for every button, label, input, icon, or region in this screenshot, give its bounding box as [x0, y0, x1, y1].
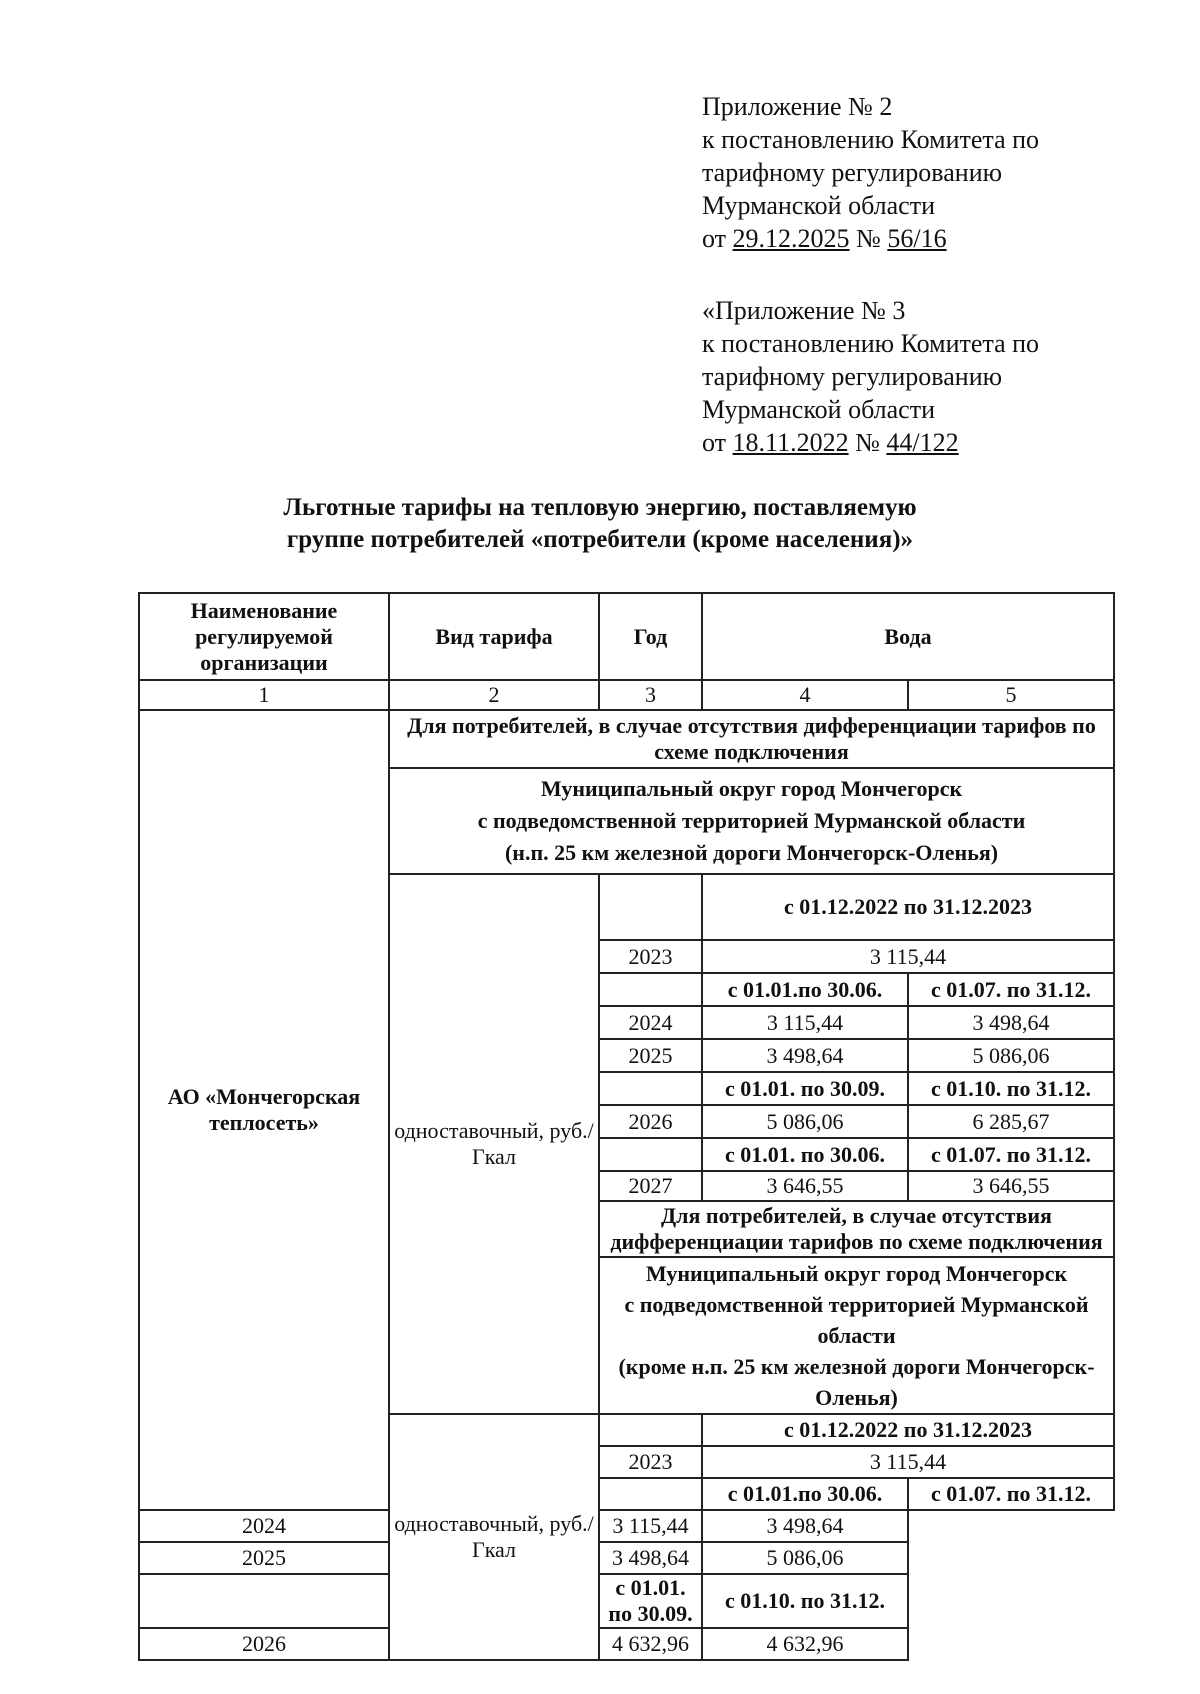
column-number: 3 — [599, 680, 702, 710]
appendix-label: Приложение № 2 — [702, 92, 893, 121]
appendix-line: Мурманской области — [702, 395, 935, 424]
tariff-type: одноставочный, руб./Гкал — [389, 874, 599, 1414]
document-title — [180, 492, 1020, 556]
column-number: 2 — [389, 680, 599, 710]
territory-line: Муниципальный округ город Мончегорск — [540, 776, 963, 801]
period-label: с 01.10. по 31.12. — [908, 1072, 1114, 1105]
tariff-value: 3 115,44 — [702, 1446, 1114, 1478]
column-number: 5 — [908, 680, 1114, 710]
section-heading: Для потребителей, в случае отсутствия дифференциации тарифов по схеме подключения — [599, 1201, 1114, 1257]
appendix-number: 56/16 — [887, 224, 947, 253]
tariff-row — [139, 1542, 1114, 1574]
period-label: с 01.07. по 31.12. — [908, 1138, 1114, 1171]
tariff-value: 3 115,44 — [599, 1510, 702, 1542]
appendix-number: 44/122 — [886, 428, 959, 457]
tariff-value: 5 086,06 — [702, 1542, 908, 1574]
section-heading: Для потребителей, в случае отсутствия дифференциации тарифов по схеме подключения — [389, 710, 1114, 768]
header-tariff-type: Вид тарифа — [389, 593, 599, 680]
year-cell-empty — [599, 1414, 702, 1446]
tariff-value: 5 086,06 — [908, 1039, 1114, 1072]
year-cell-empty — [139, 1574, 389, 1628]
period-label: с 01.01. по 30.09. — [599, 1574, 702, 1628]
header-year: Год — [599, 593, 702, 680]
appendix-number-sign: № — [855, 428, 880, 457]
year-cell-empty — [599, 874, 702, 940]
appendix-line: Мурманской области — [702, 191, 935, 220]
year-cell: 2025 — [599, 1039, 702, 1072]
appendix-header-original — [702, 294, 1039, 459]
year-cell: 2025 — [139, 1542, 389, 1574]
document-title-line: группе потребителей «потребители (кроме населения)» — [286, 526, 914, 553]
territory-line: (кроме н.п. 25 км железной дороги Мончегорск-Оленья) — [618, 1354, 1095, 1410]
tariff-value: 3 115,44 — [702, 1006, 908, 1039]
year-cell-empty — [599, 1478, 702, 1510]
column-number: 1 — [139, 680, 389, 710]
period-label: с 01.01.по 30.06. — [702, 1478, 908, 1510]
appendix-date-prefix: от — [702, 428, 727, 457]
appendix-line: тарифному регулированию — [702, 158, 1003, 187]
appendix-line: к постановлению Комитета по — [702, 125, 1040, 154]
appendix-date: 18.11.2022 — [732, 428, 849, 457]
document-title-line: Льготные тарифы на тепловую энергию, поставляемую — [283, 494, 917, 521]
organization-name: АО «Мончегорская теплосеть» — [139, 710, 389, 1510]
tariff-row — [139, 1628, 1114, 1660]
tariff-value: 3 498,64 — [702, 1039, 908, 1072]
territory-name — [389, 768, 1114, 874]
appendix-date-line — [702, 426, 1039, 459]
year-cell-empty — [599, 1138, 702, 1171]
appendix-line: к постановлению Комитета по — [702, 329, 1040, 358]
year-cell: 2023 — [599, 940, 702, 973]
period-row — [139, 1574, 1114, 1628]
territory-name — [599, 1257, 1114, 1414]
year-cell: 2026 — [139, 1628, 389, 1660]
header-org: Наименование регулируемой организации — [139, 593, 389, 680]
territory-line: (н.п. 25 км железной дороги Мончегорск-Оленья) — [504, 840, 999, 865]
tariff-value: 6 285,67 — [908, 1105, 1114, 1138]
tariff-value: 3 646,55 — [908, 1171, 1114, 1201]
year-cell: 2023 — [599, 1446, 702, 1478]
header-water: Вода — [702, 593, 1114, 680]
period-label: с 01.10. по 31.12. — [702, 1574, 908, 1628]
territory-line: Муниципальный округ город Мончегорск — [645, 1261, 1068, 1286]
period-label: с 01.01.по 30.06. — [702, 973, 908, 1006]
year-cell-empty — [599, 1072, 702, 1105]
tariff-value: 3 498,64 — [702, 1510, 908, 1542]
year-cell: 2024 — [139, 1510, 389, 1542]
year-cell: 2024 — [599, 1006, 702, 1039]
tariff-value: 5 086,06 — [702, 1105, 908, 1138]
year-cell: 2027 — [599, 1171, 702, 1201]
appendix-header-current — [702, 90, 1039, 255]
appendix-date: 29.12.2025 — [732, 224, 850, 253]
tariff-value: 3 646,55 — [702, 1171, 908, 1201]
appendix-date-line — [702, 222, 1039, 255]
year-cell: 2026 — [599, 1105, 702, 1138]
tariff-value: 3 115,44 — [702, 940, 1114, 973]
period-label: с 01.01. по 30.06. — [702, 1138, 908, 1171]
tariff-type: одноставочный, руб./Гкал — [389, 1414, 599, 1660]
period-label: с 01.12.2022 по 31.12.2023 — [702, 874, 1114, 940]
appendix-label: «Приложение № 3 — [702, 296, 906, 325]
appendix-date-prefix: от — [702, 224, 727, 253]
tariff-value: 3 498,64 — [908, 1006, 1114, 1039]
section-heading-row — [139, 710, 1114, 768]
period-label: с 01.01. по 30.09. — [702, 1072, 908, 1105]
tariff-value: 4 632,96 — [702, 1628, 908, 1660]
column-number-row — [139, 680, 1114, 710]
territory-line: с подведомственной территорией Мурманской области — [624, 1292, 1089, 1348]
territory-line: с подведомственной территорией Мурманской области — [477, 808, 1026, 833]
period-label: с 01.07. по 31.12. — [908, 973, 1114, 1006]
column-number: 4 — [702, 680, 908, 710]
table-header-row — [139, 593, 1114, 680]
appendix-number-sign: № — [856, 224, 881, 253]
tariff-value: 4 632,96 — [599, 1628, 702, 1660]
appendix-line: тарифному регулированию — [702, 362, 1003, 391]
tariff-row — [139, 1510, 1114, 1542]
period-label: с 01.07. по 31.12. — [908, 1478, 1114, 1510]
year-cell-empty — [599, 973, 702, 1006]
tariff-table — [138, 592, 1115, 1661]
period-label: с 01.12.2022 по 31.12.2023 — [702, 1414, 1114, 1446]
tariff-value: 3 498,64 — [599, 1542, 702, 1574]
